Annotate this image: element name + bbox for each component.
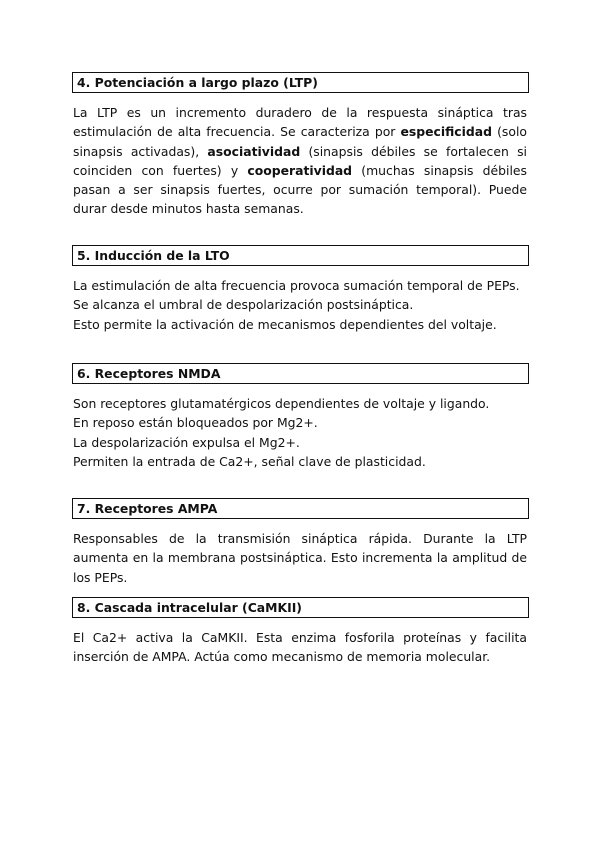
section-5-line-2: Se alcanza el umbral de despolarización postsináptica. [73,297,414,313]
section-7-body: Responsables de la transmisión sináptica rápida. Durante la LTP aumenta en la membrana postsináptica. Esto incrementa la amplitud de los PEPs. [73,531,527,585]
section-7-title: 7. Receptores AMPA [72,498,529,519]
section-4-title: 4. Potenciación a largo plazo (LTP) [72,72,529,93]
section-4-bold-cooperatividad: cooperatividad [247,162,353,178]
section-6-line-4: Permiten la entrada de Ca2+, señal clave de plasticidad. [73,453,426,469]
section-6-line-1: Son receptores glutamatérgicos dependientes de voltaje y ligando. [73,396,490,411]
section-6-line-2: En reposo están bloqueados por Mg2+. [73,415,318,431]
section-4-text-4: (muchas sinapsis débiles pasan a ser sinapsis fuertes, ocurre por sumación temporal). Puede durar desde minutos hasta semanas. [73,162,527,217]
section-5-line-3: Esto permite la activación de mecanismos dependientes del voltaje. [73,316,497,332]
section-6-title: 6. Receptores NMDA [72,363,529,384]
section-5-title: 5. Inducción de la LTO [72,245,529,266]
section-8-title: 8. Cascada intracelular (CaMKII) [72,597,529,618]
section-8-body: El Ca2+ activa la CaMKII. Esta enzima fosforila proteínas y facilita inserción de AMPA. Actúa como mecanismo de memoria molecular. [73,630,527,665]
section-6-body [73,394,527,471]
section-4-text-1: La LTP es un incremento duradero de la respuesta sináptica tras estimulación de alta frecuencia. Se caracteriza por [73,105,527,140]
section-4-text-2: (solo sinapsis activadas), [73,124,527,159]
section-4-bold-asociatividad: asociatividad [207,143,301,159]
section-4-text-3: (sinapsis débiles se fortalecen si coinciden con fuertes) y [73,143,527,178]
section-6-line-3: La despolarización expulsa el Mg2+. [73,434,300,450]
section-4-body [73,103,527,219]
section-5-body [73,276,527,334]
section-4-bold-especificidad: especificidad [400,124,492,140]
section-5-line-1: La estimulación de alta frecuencia provoca sumación temporal de PEPs. [73,278,520,293]
